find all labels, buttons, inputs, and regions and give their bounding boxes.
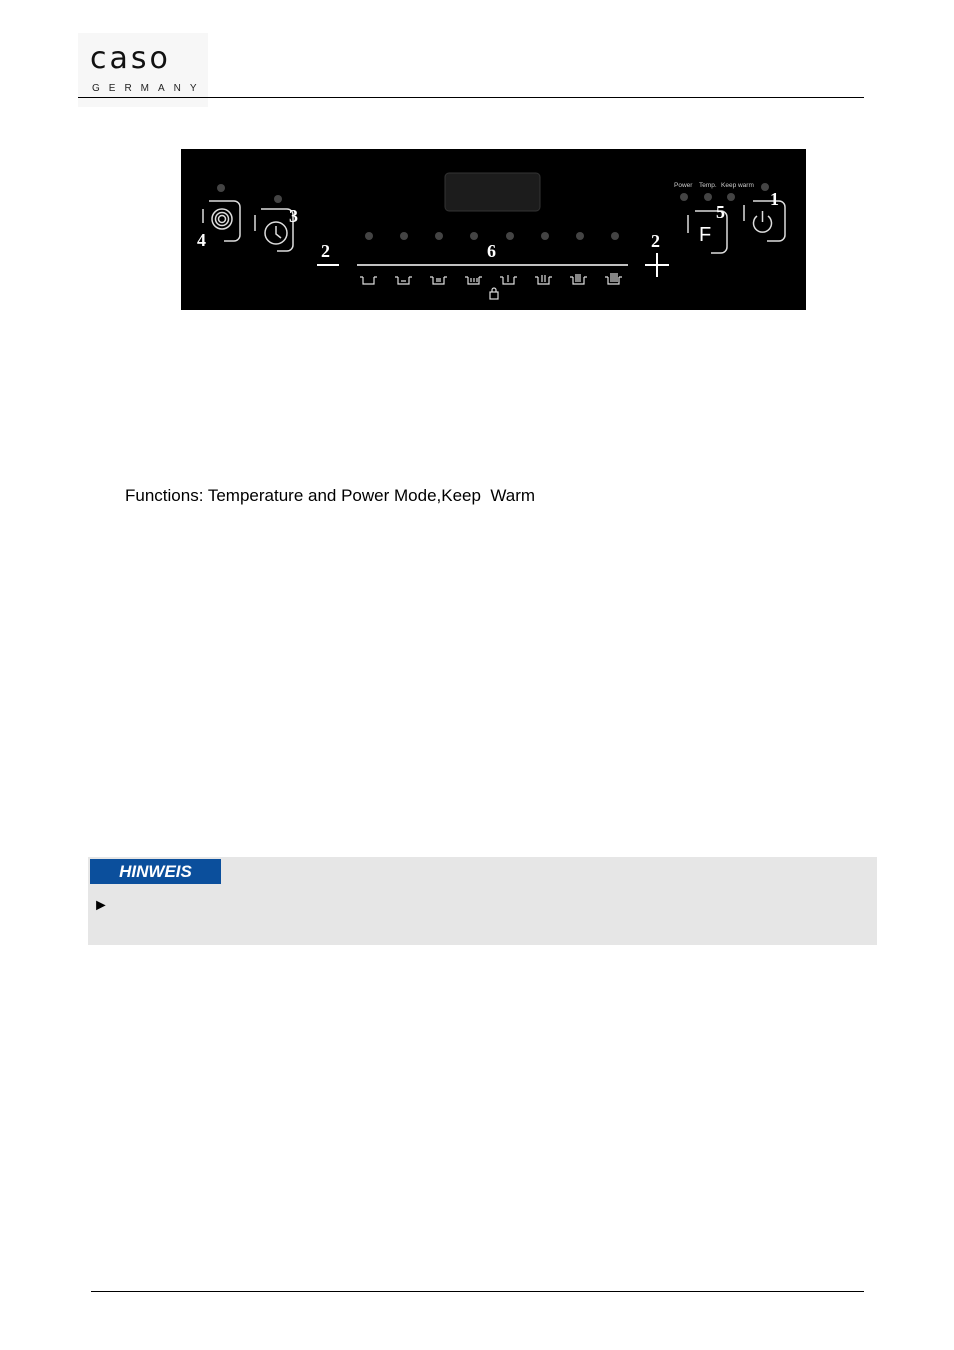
lock-icon xyxy=(490,288,498,299)
indicator-dot-timer xyxy=(274,195,282,203)
brand-logo xyxy=(78,33,208,107)
callout-6: 6 xyxy=(487,241,496,261)
note-label: HINWEIS xyxy=(90,859,221,884)
functions-text: Functions: Temperature and Power Mode,Keep Warm xyxy=(125,486,536,505)
slider-dots xyxy=(365,232,619,240)
footer-rule xyxy=(91,1291,864,1292)
power-icon xyxy=(754,211,772,232)
indicator-dot-keep-warm xyxy=(727,193,735,201)
callout-3: 3 xyxy=(289,206,298,226)
brand-subtitle: GERMANY xyxy=(92,83,206,94)
level-icons xyxy=(360,273,622,284)
indicator-label-power: Power xyxy=(674,182,693,189)
indicator-dot-power xyxy=(680,193,688,201)
header-rule xyxy=(78,97,864,98)
plus-key xyxy=(645,253,669,277)
indicator-label-temp: Temp. xyxy=(699,182,717,189)
callout-5: 5 xyxy=(716,202,725,222)
brand-wordmark: caso xyxy=(90,41,171,76)
control-panel-svg xyxy=(181,149,806,310)
timer-button xyxy=(255,209,293,251)
indicator-label-keep-warm: Keep warm xyxy=(721,182,754,189)
function-key-label: F xyxy=(699,224,712,246)
callout-2-right: 2 xyxy=(651,231,660,251)
zone-button xyxy=(203,201,240,241)
indicator-dot-zone xyxy=(217,184,225,192)
indicator-dot-temp xyxy=(704,193,712,201)
indicator-dot-on xyxy=(761,183,769,191)
callout-1: 1 xyxy=(770,189,779,209)
control-panel-figure xyxy=(181,149,806,310)
callout-2-left: 2 xyxy=(321,241,330,261)
callout-4: 4 xyxy=(197,230,206,250)
display-window xyxy=(445,173,540,211)
note-bullet-icon: ► xyxy=(93,897,109,914)
note-box xyxy=(88,857,877,945)
